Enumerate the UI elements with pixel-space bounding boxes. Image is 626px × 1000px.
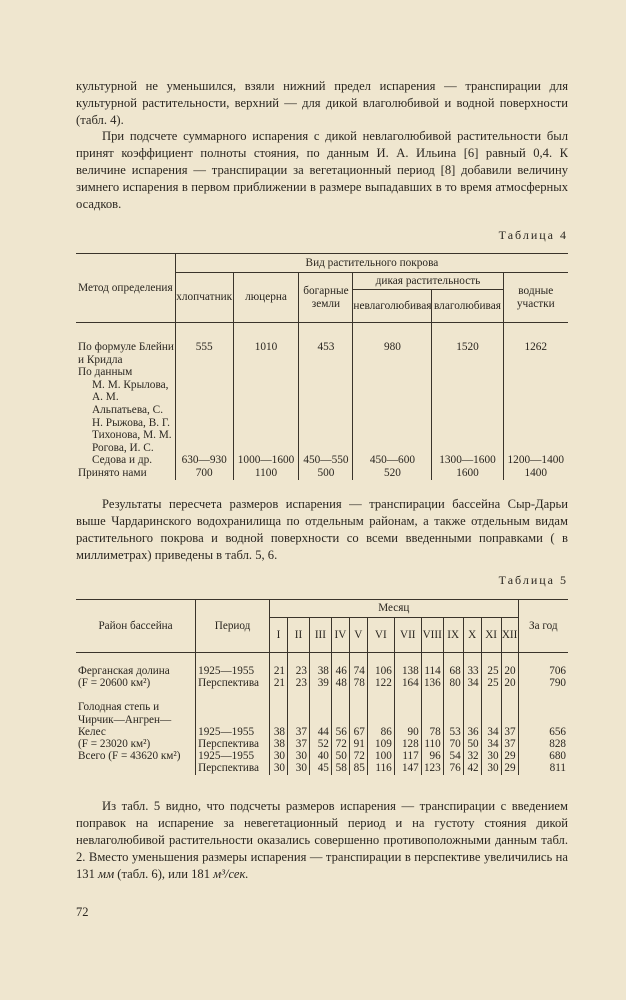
t4-cell: 1400 [503,467,568,480]
t4-cell: 450—600 [353,366,432,467]
t5-cell: 116 [367,762,394,774]
t5-cell-year: 680 [518,750,568,762]
t5-cell: 117 [394,750,421,762]
t5-cell: 25 [481,665,501,677]
t5-cell: 136 [421,677,443,689]
t5-cell: 38 [309,665,331,677]
t5-cell: 114 [421,665,443,677]
t5-row-period: 1925—1955 [196,665,270,677]
t5-cell: 30 [270,750,288,762]
t5-cell: 20 [501,665,518,677]
t5-cell-year: 790 [518,677,568,689]
t4-row-accepted [76,467,568,480]
t5-cell: 38 [270,701,288,738]
t4-header-rainfed: богарные земли [299,273,353,323]
t5-cell: 53 [443,701,463,738]
t4-cell: 1300—1600 [432,366,503,467]
t5-cell: 72 [349,750,367,762]
t5-cell: 78 [421,701,443,738]
t4-row-label: М. М. Крылова, [92,378,169,391]
t5-cell: 56 [331,701,349,738]
t5-cell: 37 [501,738,518,750]
t4-cell: 453 [299,341,353,366]
t5-cell-year: 706 [518,665,568,677]
t5-cell: 36 [463,701,481,738]
t4-cell: 520 [353,467,432,480]
t5-cell: 52 [309,738,331,750]
paragraph-4 [76,798,568,883]
t5-cell: 25 [481,677,501,689]
t5-row [76,677,568,689]
t5-cell: 20 [501,677,518,689]
t5-header-month-6: VI [367,618,394,653]
t5-cell: 46 [331,665,349,677]
paragraph-4-text: Из табл. 5 видно, что подсчеты размеров испарения — транспирации с введением поправок на испарение за невегетационный период и на густоту стояния дикой невлаголюбивой растительности оказались совершенно противоположными данным табл. 2. Вместо уменьшения размеры испарения — транспирации в перспективе увеличились на 131 [76,799,568,881]
t5-cell: 50 [463,738,481,750]
t5-header-month-4: IV [331,618,349,653]
paragraph-4-text-mid: (табл. 6), или 181 [117,867,210,881]
t4-row-data [76,366,568,467]
t5-cell: 54 [443,750,463,762]
t5-row-period: Перспектива [196,677,270,689]
t5-header-month-11: XI [481,618,501,653]
t5-cell: 72 [331,738,349,750]
t4-header-nonhygro: невлаголюбивая [353,290,432,323]
t4-cell: 1200—1400 [503,366,568,467]
t5-cell: 96 [421,750,443,762]
table-4 [76,253,568,480]
t5-cell: 147 [394,762,421,774]
paragraph-1: культурной не уменьшился, взяли нижний предел испарения — транспирации для культурной растительности, верхний — для дикой влаголюбивой и водной поверхности (табл. 4). [76,79,568,127]
t5-header-month-2: II [288,618,310,653]
t5-row [76,701,568,738]
t5-cell-year: 656 [518,701,568,738]
t5-cell: 30 [270,762,288,774]
t5-cell: 34 [481,738,501,750]
t5-cell: 42 [463,762,481,774]
t5-cell-year: 828 [518,738,568,750]
table4-caption: Таблица 4 [498,228,568,242]
t4-header-cotton: хлопчатник [175,273,233,323]
t5-row-period: Перспектива [196,762,270,774]
t4-cell: 450—550 [299,366,353,467]
unit-mm: мм [98,867,115,881]
t4-cell: 1262 [503,341,568,366]
t5-cell: 34 [463,677,481,689]
t5-header-month-12: XII [501,618,518,653]
t5-cell: 48 [331,677,349,689]
t5-cell: 78 [349,677,367,689]
t5-cell: 164 [394,677,421,689]
t5-cell: 30 [288,750,310,762]
t5-cell: 67 [349,701,367,738]
t5-header-month-10: X [463,618,481,653]
t5-cell: 29 [501,750,518,762]
t5-cell: 109 [367,738,394,750]
t5-cell: 37 [501,701,518,738]
t4-cell: 555 [175,341,233,366]
t5-cell: 30 [288,762,310,774]
table-5 [76,599,568,775]
t4-header-vegetation: Вид растительного покрова [175,254,568,273]
t5-header-month-3: III [309,618,331,653]
t5-cell: 21 [270,665,288,677]
t5-header-month-1: I [270,618,288,653]
page-number: 72 [76,905,89,919]
t4-cell: 1520 [432,341,503,366]
t5-cell: 40 [309,750,331,762]
t4-row-label: По данным [78,366,133,379]
t5-cell: 138 [394,665,421,677]
t5-cell: 50 [331,750,349,762]
t5-cell: 39 [309,677,331,689]
t4-header-alfalfa: люцерна [233,273,299,323]
t5-header-region: Район бассейна [76,600,196,653]
t5-cell: 58 [331,762,349,774]
t4-cell: 1000—1600 [233,366,299,467]
t4-cell: 500 [299,467,353,480]
t5-row-label: Всего (F = 43620 км²) [78,750,181,763]
t5-header-period: Период [196,600,270,653]
t5-header-year: За год [518,600,568,653]
t5-row [76,762,568,774]
table5-caption: Таблица 5 [498,573,568,587]
t5-cell: 100 [367,750,394,762]
t4-cell: 1600 [432,467,503,480]
t5-cell: 45 [309,762,331,774]
t5-row-period: 1925—1955 [196,750,270,762]
unit-m3-sec: м³/сек. [213,867,249,881]
t5-cell: 106 [367,665,394,677]
t4-cell: 1100 [233,467,299,480]
t4-header-water: водные участки [503,273,568,323]
t5-row [76,750,568,762]
t4-header-wild: дикая растительность [353,273,503,290]
t5-row-period: 1925—1955 [196,701,270,738]
t5-cell: 33 [463,665,481,677]
t5-row-label: (F = 23020 км²) [78,738,151,751]
t5-row-period: Перспектива [196,738,270,750]
t4-header-hygro: влаголюбивая [432,290,503,323]
t5-cell: 34 [481,701,501,738]
t4-cell: 1010 [233,341,299,366]
t5-cell: 21 [270,677,288,689]
t4-row-label: А. М. Альпатьева, С. Н. Рыжова, В. Г. Тихонова, М. М. Рогова, И. С. Седова и др. [92,391,172,467]
t5-row-label: (F = 20600 км²) [78,677,151,690]
t5-cell: 76 [443,762,463,774]
t5-cell: 30 [481,762,501,774]
t5-row-label: Ферганская долина [78,665,170,677]
t5-row-label: Голодная степь и Чирчик—Ангрен—Келес [78,701,172,738]
t5-cell: 85 [349,762,367,774]
t4-cell: 980 [353,341,432,366]
t5-cell: 44 [309,701,331,738]
t4-row-formula [76,341,568,366]
t5-header-month-7: VII [394,618,421,653]
t4-header-method: Метод определения [76,254,175,323]
t5-cell: 37 [288,701,310,738]
t5-cell: 86 [367,701,394,738]
paragraph-3: Результаты пересчета размеров испарения — транспирации бассейна Сыр-Дарьи выше Чардаринского водохранилища по отдельным районам, а также отдельным видам растительного покрова и водной поверхности со всеми введенными поправками ( в миллиметрах) приведены в табл. 5, 6. [76,497,568,562]
t5-header-month-5: V [349,618,367,653]
t5-row [76,738,568,750]
t5-cell: 30 [481,750,501,762]
t5-cell: 80 [443,677,463,689]
t5-cell: 70 [443,738,463,750]
t5-cell: 37 [288,738,310,750]
t5-row-label [76,762,196,774]
t5-header-month: Месяц [270,600,519,618]
t5-cell-year: 811 [518,762,568,774]
t5-cell: 74 [349,665,367,677]
t5-cell: 29 [501,762,518,774]
t4-cell: 700 [175,467,233,480]
t5-cell: 123 [421,762,443,774]
t4-row-label: По формуле Блейни и Кридла [78,341,174,366]
t5-cell: 122 [367,677,394,689]
t5-cell: 38 [270,738,288,750]
t5-row [76,665,568,677]
t5-cell: 128 [394,738,421,750]
t4-row-label: Принято нами [78,466,147,479]
t5-cell: 110 [421,738,443,750]
t5-cell: 23 [288,665,310,677]
t5-cell: 91 [349,738,367,750]
t5-header-month-9: IX [443,618,463,653]
paragraph-2: При подсчете суммарного испарения с дикой невлаголюбивой растительности был принят коэффициент полноты стояния, по данным И. А. Ильина [6] равный 0,4. К величине испарения — транспирации за вегетационный период [8] добавили величину зимнего испарения в первом приближении в размере выпадавших в то время атмосферных осадков. [76,129,568,211]
t4-cell: 630—930 [175,366,233,467]
t5-cell: 32 [463,750,481,762]
t5-header-month-8: VIII [421,618,443,653]
t5-cell: 90 [394,701,421,738]
t5-cell: 23 [288,677,310,689]
t5-cell: 68 [443,665,463,677]
